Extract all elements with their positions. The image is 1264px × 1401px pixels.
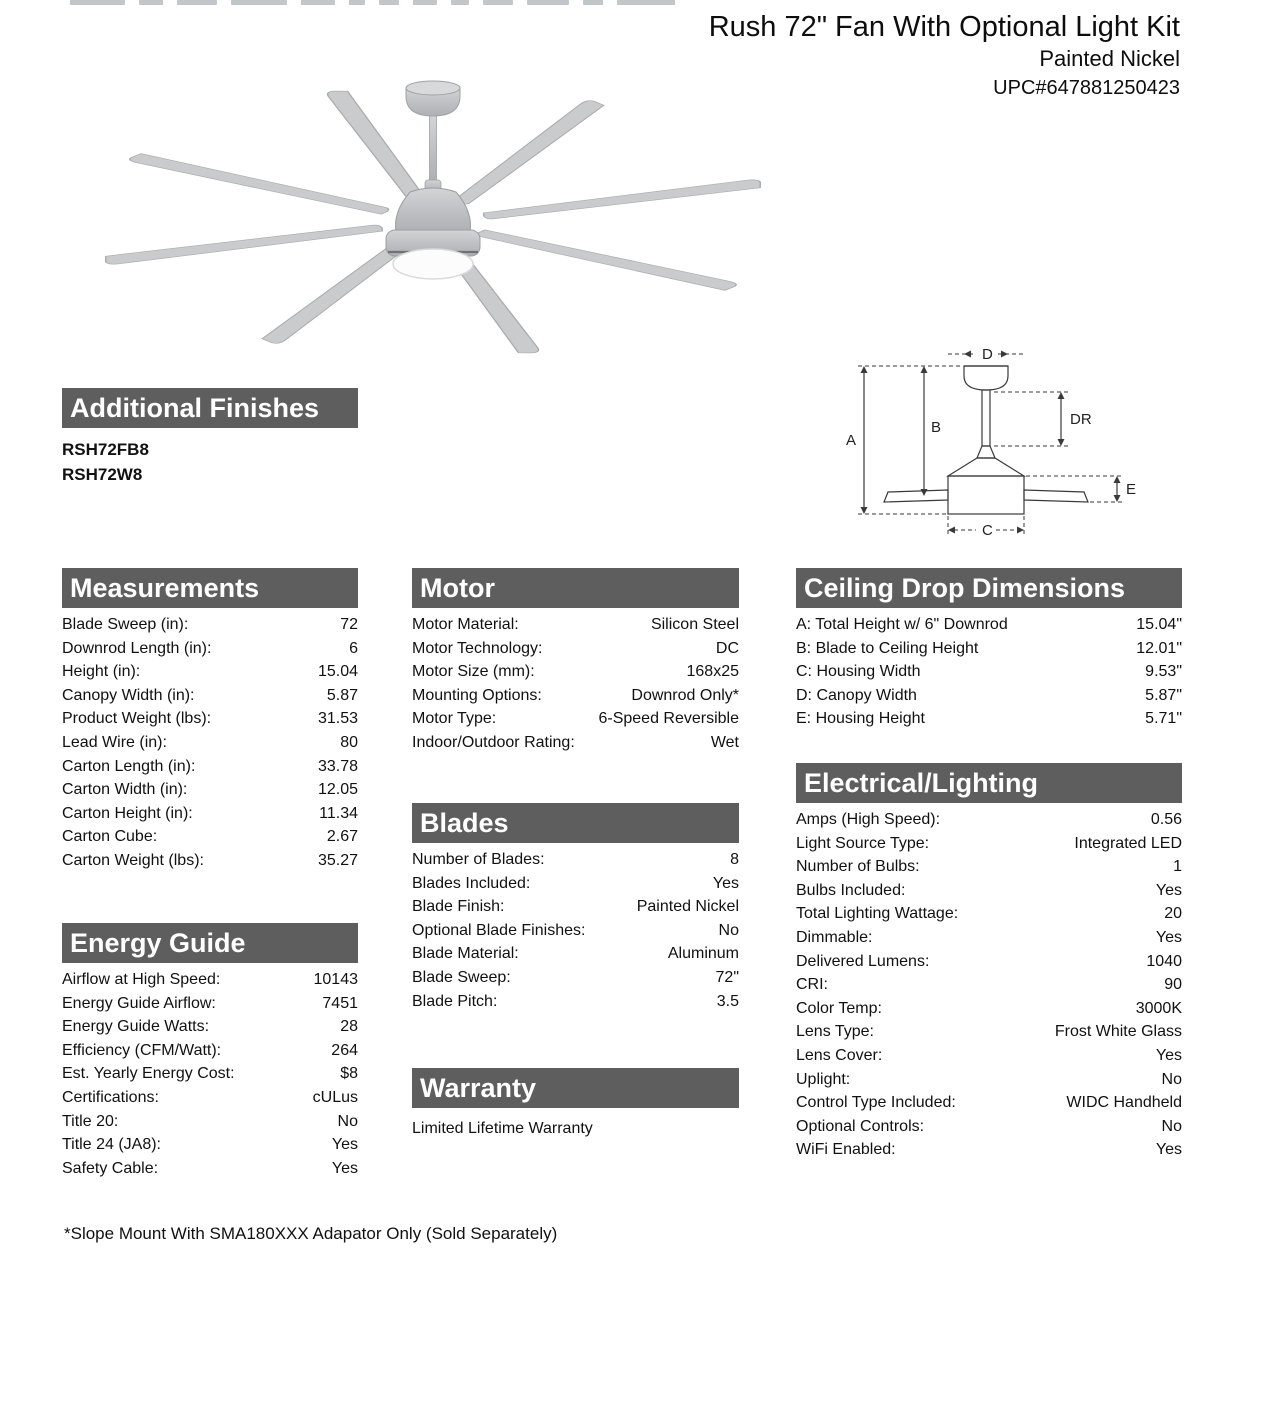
section-header-warranty: Warranty (412, 1068, 739, 1108)
spec-row (796, 832, 1182, 856)
spec-row (412, 731, 739, 755)
spec-value: Painted Nickel (636, 898, 739, 916)
spec-label: Motor Technology: (412, 639, 543, 657)
spec-row (62, 660, 358, 684)
spec-value: 7451 (322, 994, 358, 1012)
spec-row (62, 684, 358, 708)
section-header-blades: Blades (412, 803, 739, 843)
spec-value: 9.53" (1145, 663, 1182, 681)
spec-value: 6-Speed Reversible (598, 710, 739, 728)
spec-label: Airflow at High Speed: (62, 971, 221, 988)
energy-guide-rows (62, 968, 358, 1180)
spec-row (62, 1157, 358, 1181)
spec-value: Downrod Only* (631, 686, 739, 704)
spec-value: Wet (710, 733, 739, 751)
spec-label: Delivered Lumens: (796, 952, 930, 970)
spec-label: Mounting Options: (412, 686, 542, 704)
spec-row (796, 660, 1182, 684)
section-ceiling-drop (796, 568, 1182, 731)
spec-value: 31.53 (317, 710, 358, 728)
spec-value: 90 (1164, 976, 1182, 994)
spec-value: 28 (340, 1018, 358, 1036)
spec-label: Product Weight (lbs): (62, 710, 212, 728)
spec-row (796, 684, 1182, 708)
spec-label: Motor Material: (412, 616, 519, 633)
spec-label: Efficiency (CFM/Watt): (62, 1041, 222, 1059)
spec-row (412, 848, 739, 872)
spec-label: Carton Height (in): (62, 804, 193, 822)
spec-label: Lead Wire (in): (62, 733, 167, 751)
spec-row (412, 942, 739, 966)
spec-row (62, 968, 358, 992)
spec-row (62, 778, 358, 802)
spec-value: 15.04" (1136, 616, 1182, 633)
section-header-energy-guide: Energy Guide (62, 923, 358, 963)
spec-value: 11.34 (319, 804, 358, 822)
spec-label: C: Housing Width (796, 663, 921, 681)
spec-row (796, 1044, 1182, 1068)
spec-label: WiFi Enabled: (796, 1141, 896, 1159)
section-motor (412, 568, 739, 755)
spec-value: 264 (331, 1041, 358, 1059)
spec-label: Number of Bulbs: (796, 858, 920, 876)
spec-row (412, 684, 739, 708)
spec-row (796, 1020, 1182, 1044)
diagram-label-d: D (982, 346, 993, 363)
section-header-measurements: Measurements (62, 568, 358, 608)
spec-value: No (1161, 1117, 1182, 1135)
spec-label: Lens Cover: (796, 1046, 883, 1064)
finish-code: RSH72W8 (62, 465, 143, 484)
spec-label: Title 20: (62, 1112, 119, 1130)
spec-value: 8 (730, 851, 739, 868)
spec-value: Aluminum (667, 945, 739, 963)
spec-row (412, 660, 739, 684)
spec-value: 2.67 (326, 828, 358, 846)
spec-label: Blade Sweep (in): (62, 616, 189, 633)
diagram-label-c: C (982, 522, 993, 539)
spec-value: 3000K (1135, 999, 1182, 1017)
spec-value: Yes (1155, 1141, 1182, 1159)
spec-row (412, 990, 739, 1014)
spec-row (412, 919, 739, 943)
spec-value: No (337, 1112, 358, 1130)
spec-row (796, 973, 1182, 997)
spec-label: Blade Finish: (412, 898, 505, 916)
spec-label: Color Temp: (796, 999, 882, 1017)
spec-row (412, 872, 739, 896)
spec-row (796, 1115, 1182, 1139)
spec-value: Yes (712, 874, 739, 892)
section-blades (412, 803, 739, 1013)
spec-row (62, 637, 358, 661)
spec-value: 168x25 (686, 663, 739, 681)
spec-value: 5.71" (1145, 710, 1182, 728)
spec-row (62, 1062, 358, 1086)
finish-name: Painted Nickel (1039, 46, 1180, 71)
section-electrical-lighting (796, 763, 1182, 1162)
section-header-additional-finishes: Additional Finishes (62, 388, 358, 428)
spec-row (796, 707, 1182, 731)
spec-row (62, 1039, 358, 1063)
spec-value: 72 (340, 616, 358, 633)
spec-value: 12.05 (317, 781, 358, 799)
finish-list (62, 437, 358, 487)
upc-code: UPC#647881250423 (993, 77, 1180, 99)
spec-value: Yes (331, 1136, 358, 1154)
spec-row (796, 637, 1182, 661)
spec-label: Carton Weight (lbs): (62, 851, 204, 869)
spec-label: Canopy Width (in): (62, 686, 195, 704)
spec-label: Blade Material: (412, 945, 519, 963)
electrical-rows (796, 808, 1182, 1162)
spec-label: D: Canopy Width (796, 686, 917, 704)
spec-value: 20 (1164, 905, 1182, 923)
spec-value: Yes (1155, 928, 1182, 946)
spec-row (62, 802, 358, 826)
spec-label: Carton Width (in): (62, 781, 188, 799)
spec-value: Frost White Glass (1054, 1023, 1182, 1041)
spec-label: Amps (High Speed): (796, 811, 941, 828)
spec-row (796, 613, 1182, 637)
spec-row (796, 926, 1182, 950)
spec-row (62, 825, 358, 849)
spec-value: 72" (715, 968, 739, 986)
spec-label: Motor Type: (412, 710, 497, 728)
spec-row (62, 613, 358, 637)
spec-label: Energy Guide Watts: (62, 1018, 210, 1036)
diagram-label-e: E (1126, 481, 1137, 498)
finish-code: RSH72FB8 (62, 440, 149, 459)
spec-row (796, 879, 1182, 903)
spec-value: cULus (312, 1088, 358, 1106)
spec-row (62, 755, 358, 779)
section-additional-finishes (62, 388, 358, 487)
spec-row (62, 1086, 358, 1110)
spec-label: Safety Cable: (62, 1159, 159, 1177)
spec-row (62, 1133, 358, 1157)
spec-label: B: Blade to Ceiling Height (796, 639, 979, 657)
cropped-top-text (70, 0, 675, 6)
diagram-label-dr: DR (1070, 411, 1092, 428)
blades-rows (412, 848, 739, 1013)
spec-value: DC (715, 639, 739, 657)
measurements-rows (62, 613, 358, 873)
spec-row (796, 1068, 1182, 1092)
slope-mount-footnote: *Slope Mount With SMA180XXX Adapator Only (Sold Separately) (64, 1224, 558, 1243)
spec-label: Control Type Included: (796, 1094, 956, 1112)
diagram-label-b: B (931, 419, 942, 436)
spec-row (796, 808, 1182, 832)
spec-row (412, 707, 739, 731)
spec-row (62, 849, 358, 873)
spec-value: 0.56 (1150, 811, 1182, 828)
spec-value: Yes (1155, 1046, 1182, 1064)
spec-label: Certifications: (62, 1088, 159, 1106)
spec-label: Blade Pitch: (412, 992, 498, 1010)
warranty-text: Limited Lifetime Warranty (412, 1120, 593, 1137)
spec-label: Blade Sweep: (412, 968, 511, 986)
page-title: Rush 72" Fan With Optional Light Kit (708, 11, 1180, 43)
spec-label: Uplight: (796, 1070, 851, 1088)
diagram-label-a: A (846, 432, 857, 449)
section-header-motor: Motor (412, 568, 739, 608)
spec-value: 35.27 (317, 851, 358, 869)
spec-value: WIDC Handheld (1066, 1094, 1182, 1112)
fan-downrod (430, 116, 437, 180)
spec-label: Total Lighting Wattage: (796, 905, 959, 923)
section-warranty (412, 1068, 739, 1138)
spec-row (412, 966, 739, 990)
spec-row (62, 1015, 358, 1039)
spec-label: Blades Included: (412, 874, 531, 892)
spec-label: Light Source Type: (796, 834, 930, 852)
spec-value: Integrated LED (1074, 834, 1182, 852)
spec-value: 10143 (313, 971, 358, 988)
motor-rows (412, 613, 739, 755)
spec-label: Title 24 (JA8): (62, 1136, 161, 1154)
spec-row (796, 997, 1182, 1021)
spec-label: Carton Cube: (62, 828, 158, 846)
spec-value: No (718, 921, 739, 939)
section-energy-guide (62, 923, 358, 1180)
spec-value: 1040 (1146, 952, 1182, 970)
spec-label: Lens Type: (796, 1023, 874, 1041)
spec-row (412, 637, 739, 661)
spec-label: A: Total Height w/ 6" Downrod (796, 616, 1008, 633)
spec-label: Optional Controls: (796, 1117, 925, 1135)
ceiling-fan-image (68, 52, 864, 354)
spec-row (796, 1091, 1182, 1115)
spec-value: 3.5 (716, 992, 739, 1010)
spec-label: Motor Size (mm): (412, 663, 535, 681)
spec-label: Number of Blades: (412, 851, 545, 868)
spec-row (412, 613, 739, 637)
spec-row (796, 950, 1182, 974)
spec-row (62, 992, 358, 1016)
spec-value: 33.78 (317, 757, 358, 775)
spec-label: Carton Length (in): (62, 757, 196, 775)
spec-value: 15.04 (317, 663, 358, 681)
spec-label: Bulbs Included: (796, 881, 906, 899)
section-header-electrical-lighting: Electrical/Lighting (796, 763, 1182, 803)
spec-label: Downrod Length (in): (62, 639, 212, 657)
spec-label: CRI: (796, 976, 828, 994)
section-measurements (62, 568, 358, 873)
spec-value: 5.87 (326, 686, 358, 704)
spec-value: 1 (1173, 858, 1182, 876)
ceiling-drop-rows (796, 613, 1182, 731)
spec-row (412, 895, 739, 919)
spec-label: Height (in): (62, 663, 141, 681)
spec-row (62, 1110, 358, 1134)
spec-value: 12.01" (1136, 639, 1182, 657)
fan-light-lens (393, 249, 473, 279)
section-header-ceiling-drop: Ceiling Drop Dimensions (796, 568, 1182, 608)
spec-row (796, 902, 1182, 926)
spec-row (796, 855, 1182, 879)
spec-value: No (1161, 1070, 1182, 1088)
spec-value: 80 (340, 733, 358, 751)
spec-label: Est. Yearly Energy Cost: (62, 1065, 235, 1083)
spec-label: E: Housing Height (796, 710, 925, 728)
fan-canopy (406, 81, 460, 116)
spec-row (796, 1138, 1182, 1162)
ceiling-drop-diagram (836, 340, 1170, 546)
spec-value: 5.87" (1145, 686, 1182, 704)
spec-value: 6 (349, 639, 358, 657)
spec-value: Silicon Steel (650, 616, 739, 633)
spec-label: Indoor/Outdoor Rating: (412, 733, 575, 751)
spec-row (62, 731, 358, 755)
spec-label: Energy Guide Airflow: (62, 994, 216, 1012)
spec-label: Dimmable: (796, 928, 873, 946)
spec-row (62, 707, 358, 731)
spec-label: Optional Blade Finishes: (412, 921, 586, 939)
spec-value: Yes (331, 1159, 358, 1177)
spec-value: $8 (340, 1065, 358, 1083)
spec-value: Yes (1155, 881, 1182, 899)
